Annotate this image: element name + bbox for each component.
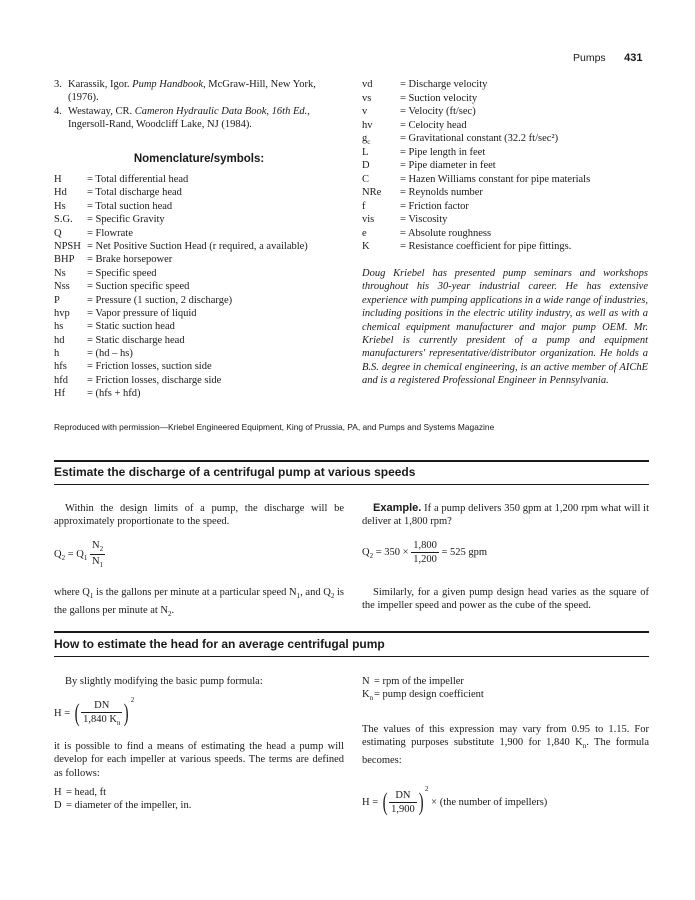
- symbol: K: [362, 241, 370, 252]
- symbol-definition: = Friction losses, suction side: [87, 361, 212, 373]
- symbol-row: [54, 334, 349, 347]
- section-rule-bottom: [54, 656, 649, 657]
- symbol: e: [362, 227, 367, 239]
- section2-terms-left: [54, 786, 344, 812]
- discharge-fraction: $\frac{N_2}{N_1}$: [91, 540, 104, 570]
- symbol-row: [54, 200, 349, 213]
- symbol-definition: = Velocity (ft/sec): [400, 106, 476, 117]
- symbol-definition: = Static discharge head: [87, 334, 185, 346]
- symbol: $g_c$: [362, 133, 371, 147]
- symbol: Hd: [54, 187, 67, 199]
- section-rule-top: [54, 631, 649, 633]
- symbol-definition: = Static suction head: [87, 321, 175, 333]
- page-number: 431: [624, 52, 643, 64]
- reference-item: [54, 78, 344, 105]
- example-fraction: $\frac{1,800}{1,200}$: [413, 540, 437, 565]
- symbol-definition: = Absolute roughness: [400, 227, 492, 239]
- symbol-row: [362, 92, 652, 106]
- symbol-row: [54, 799, 344, 812]
- symbol-row: [54, 173, 349, 186]
- symbol-row: [54, 320, 349, 333]
- section1-intro: Within the design limits of a pump, the discharge will be approximately proportionate to the speed.: [54, 503, 344, 528]
- symbol-row: [54, 213, 349, 226]
- symbol: hfs: [54, 361, 67, 373]
- symbol-definition: = Pipe diameter in feet: [400, 160, 496, 171]
- symbol: L: [362, 146, 369, 158]
- symbol-row: [54, 786, 344, 799]
- symbol: D: [54, 800, 62, 811]
- symbol-row: [54, 347, 349, 360]
- symbol-definition: = Reynolds number: [400, 187, 483, 198]
- symbol-definition: = Hazen Williams constant for pipe materials: [400, 173, 591, 185]
- symbol-row: [362, 146, 652, 160]
- nomenclature-left-list: [54, 173, 349, 401]
- symbol: H: [54, 174, 62, 185]
- section1-title: Estimate the discharge of a centrifugal pump at various speeds: [54, 465, 416, 479]
- symbol-row: [54, 360, 349, 373]
- reference-item: [54, 105, 344, 132]
- symbol: vs: [362, 92, 372, 104]
- symbol-definition: = Vapor pressure of liquid: [87, 307, 197, 319]
- estimate-fraction: $\frac{DN}{1,900}$: [391, 790, 415, 816]
- header-title: Pumps: [573, 52, 606, 64]
- section2-title: How to estimate the head for an average centrifugal pump: [54, 637, 385, 651]
- symbol: h: [54, 348, 60, 360]
- symbol-definition: = Suction specific speed: [87, 281, 190, 293]
- symbol-definition: = (hfs + hfd): [87, 388, 141, 400]
- head-fraction: $\frac{DN}{1,840 K_n}$: [83, 700, 121, 728]
- references-list: [54, 78, 344, 132]
- symbol-definition: = Flowrate: [87, 227, 133, 239]
- example-text: If a pump delivers 350 gpm at 1,200 rpm what will it deliver at 1,800 rpm?: [362, 503, 650, 528]
- symbol: hd: [54, 334, 65, 346]
- symbol-definition: = Total suction head: [87, 200, 173, 212]
- symbol: S.G.: [54, 214, 73, 226]
- symbol: NRe: [362, 187, 382, 198]
- symbol-definition: = Suction velocity: [400, 92, 478, 104]
- reference-number: 4.: [54, 105, 62, 117]
- example-formula: $Q_2 = 350$ × $\frac{1,800}{1,200}$ = 525 gpm: [362, 540, 488, 565]
- symbol: Nss: [54, 281, 70, 293]
- nomenclature-heading: Nomenclature/symbols:: [133, 153, 265, 165]
- permission-note: Reproduced with permission—Kriebel Engineered Equipment, King of Prussia, PA, and Pumps and Systems Magazine: [54, 422, 495, 432]
- symbol-row: [54, 280, 349, 293]
- symbol: hv: [362, 119, 373, 131]
- symbol-definition: = Gravitational constant (32.2 ft/sec²): [400, 133, 559, 144]
- section2-values-text: The values of this expression may vary from 0.95 to 1.15. For estimating purposes substitute 1,900 for 1,840 $K_n$. The formula becomes:: [362, 724, 650, 766]
- symbol: Q: [54, 227, 62, 239]
- symbol: Ns: [54, 267, 66, 279]
- term-item: N = rpm of the impeller: [362, 676, 464, 687]
- symbol-definition: = Celocity head: [400, 119, 467, 131]
- symbol-row: [362, 186, 652, 200]
- symbol-definition: = Total discharge head: [87, 187, 182, 199]
- symbol-row: [54, 387, 349, 400]
- example-label: Example.: [373, 502, 422, 514]
- symbol-row: [54, 267, 349, 280]
- symbol-definition: = (hd – hs): [87, 348, 133, 360]
- symbol: P: [54, 294, 60, 306]
- symbol: BHP: [54, 254, 75, 266]
- symbol-row: [54, 253, 349, 266]
- author-bio: Doug Kriebel has presented pump seminars and workshops throughout his 30-year industrial career. He has extensive experience with pumping applications in a wide range of industries, including positions in the electric utility industry, as well as with a chemical equipment manufacturer and major pump OEM. Mr. Kriebel is currently president of a pump and equipment manufacturers' representative/distributor organization. He holds a B.S. degree in chemical engineering, is an active member of AIChE and is a registered Professional Engineer in Pennsylvania.: [362, 268, 648, 387]
- symbol-definition: = Viscosity: [400, 214, 448, 225]
- symbol-definition: = Pipe length in feet: [400, 146, 486, 158]
- symbol: C: [362, 173, 370, 185]
- symbol: v: [362, 106, 368, 117]
- symbol: D: [362, 160, 370, 171]
- running-header: [573, 48, 643, 66]
- section1-similarly: Similarly, for a given pump design head varies as the square of the impeller speed and power as the cube of the speed.: [362, 587, 649, 612]
- symbol-row: [54, 294, 349, 307]
- symbol-row: [362, 159, 652, 173]
- symbol-definition: = Resistance coefficient for pipe fittings.: [400, 241, 572, 252]
- symbol-definition: = Friction factor: [400, 200, 469, 212]
- symbol-row: [362, 200, 652, 214]
- term-item: $K_n$ = pump design coefficient: [362, 689, 484, 703]
- nomenclature-right-list: [362, 78, 652, 254]
- section-rule-bottom: [54, 484, 649, 485]
- head-formula-estimate: H = ( $\frac{DN}{1,900}$ ) $^2$ × (the number of impellers): [362, 785, 548, 816]
- symbol-row: [362, 213, 652, 227]
- reference-text: Karassik, Igor. Pump Handbook, McGraw-Hill, New York, (1976).: [68, 79, 316, 104]
- symbol-row: [54, 227, 349, 240]
- symbol-row: [54, 240, 349, 253]
- symbol-definition: = Specific Gravity: [87, 214, 165, 226]
- symbol-row: [362, 227, 652, 241]
- symbol: NPSH: [54, 240, 81, 252]
- section-rule-top: [54, 460, 649, 462]
- symbol: hs: [54, 321, 64, 333]
- symbol-row: [54, 307, 349, 320]
- reference-number: 3.: [54, 79, 62, 90]
- symbol-row: [54, 374, 349, 387]
- symbol-definition: = Brake horsepower: [87, 254, 173, 266]
- symbol-row: [362, 240, 652, 254]
- symbol-row: [54, 186, 349, 199]
- symbol: vd: [362, 79, 373, 90]
- section2-paragraph: it is possible to find a means of estimating the head a pump will develop for each impeller at various speeds. The terms are defined as follows:: [54, 741, 344, 779]
- symbol: hfd: [54, 374, 68, 386]
- symbol-definition: = Pressure (1 suction, 2 discharge): [87, 294, 233, 306]
- symbol: Hs: [54, 200, 66, 212]
- symbol-definition: = Friction losses, discharge side: [87, 374, 222, 386]
- symbol-definition: = Net Positive Suction Head (r required, a available): [87, 240, 308, 252]
- symbol: f: [362, 200, 366, 212]
- discharge-formula: $Q_2 = Q_1$ $\frac{N_2}{N_1}$: [54, 540, 104, 570]
- symbol-row: [362, 119, 652, 133]
- symbol-definition: = diameter of the impeller, in.: [66, 800, 192, 811]
- symbol-definition: = Discharge velocity: [400, 79, 488, 90]
- symbol: hvp: [54, 307, 70, 319]
- symbol-row: [362, 105, 652, 119]
- symbol: Hf: [54, 388, 66, 400]
- head-formula-basic: H = ( $\frac{DN}{1,840 K_n}$ ) $^2$: [54, 696, 135, 728]
- section2-terms-right: [362, 675, 652, 701]
- symbol: vis: [362, 214, 375, 225]
- symbol: H: [54, 787, 62, 798]
- example-paragraph: [362, 502, 649, 529]
- symbol-definition: = Total differential head: [87, 174, 189, 185]
- symbol-definition: = Specific speed: [87, 267, 157, 279]
- symbol-definition: = head, ft: [66, 787, 107, 798]
- symbol-row: [362, 78, 652, 92]
- symbol-row: [362, 173, 652, 187]
- section2-intro: By slightly modifying the basic pump formula:: [65, 676, 263, 687]
- section1-where: where $Q_1$ is the gallons per minute at a particular speed $N_1$, and $Q_2$ is the gallons per minute at $N_2$.: [54, 587, 344, 618]
- symbol-row: [362, 132, 652, 146]
- reference-text: Westaway, CR. Cameron Hydraulic Data Book, 16th Ed., Ingersoll-Rand, Woodcliff Lake, NJ (1984).: [68, 105, 310, 131]
